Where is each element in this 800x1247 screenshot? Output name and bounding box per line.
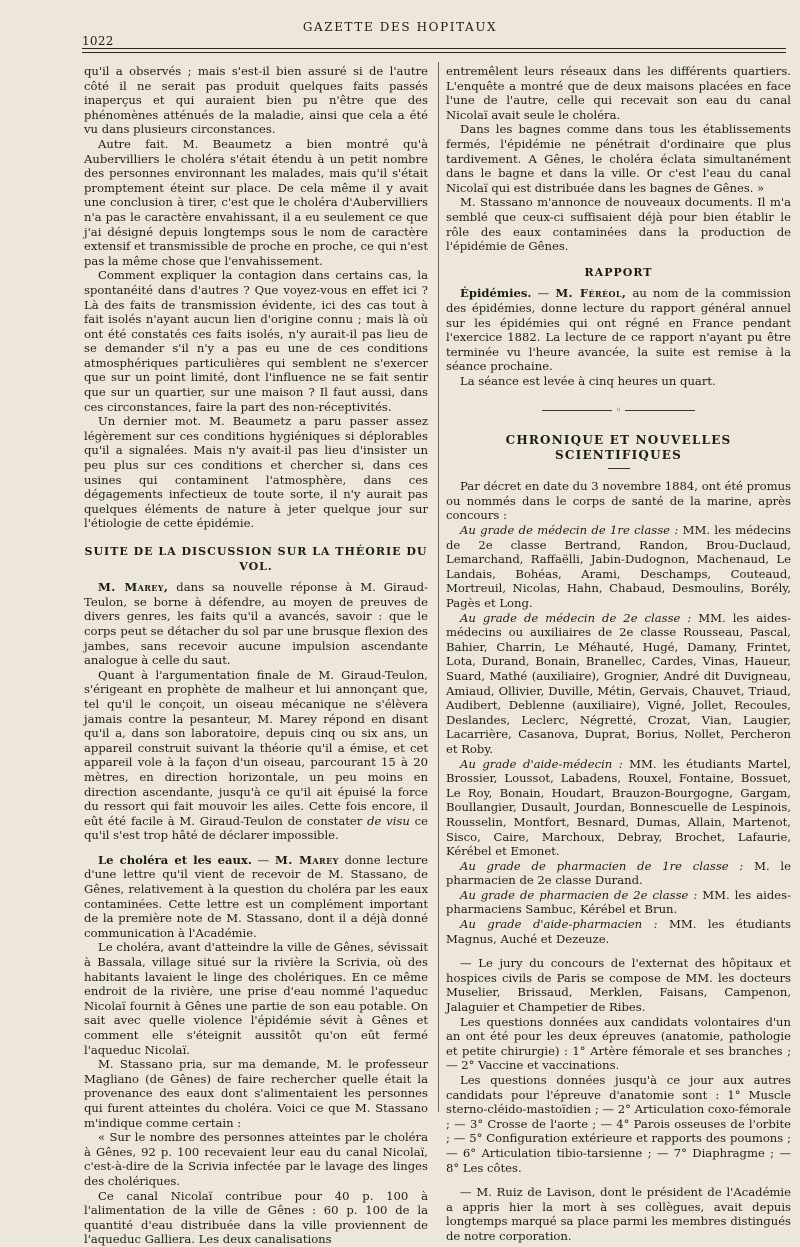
paragraph: Autre fait. M. Beaumetz a bien montré qu'à Aubervilliers le choléra s'était étendu à un petit nombre des personnes environnant les malades, mais qu'il s'était promptement éteint sur place. De cela même il y avait une conclusion à tirer, c'est que le choléra d'Aubervilliers n'a pas le caractère envahissant, il a eu seulement ce que j'ai désigné depuis longtemps sous le nom de caractère extensif et transmissible de proche en proche, ce qui n'est pas la même chose que l'envahissement. <box>84 136 428 268</box>
section-heading-vol: SUITE DE LA DISCUSSION SUR LA THÉORIE DU VOL. <box>84 545 428 573</box>
paragraph: Les questions données aux candidats volontaires d'un an ont été pour les deux épreuves (anatomie, pathologie et petite chirurgie) : 1° Artère fémorale et ses branches ; — 2° Vaccine et vaccinations. <box>446 1014 791 1073</box>
header-rule-thin <box>82 52 786 53</box>
paragraph: Par décret en date du 3 novembre 1884, ont été promus ou nommés dans le corps de santé de la marine, après concours : <box>446 479 791 523</box>
column-divider <box>438 62 439 1112</box>
short-rule <box>608 468 630 469</box>
paragraph: — M. Ruiz de Lavison, dont le président de l'Académie a appris hier la mort à ses collègues, avait depuis longtemps marqué sa place parmi les membres distingués de notre corporation. <box>446 1185 791 1243</box>
running-title: GAZETTE DES HOPITAUX <box>302 20 498 34</box>
paragraph: Les questions données jusqu'à ce jour aux autres candidats pour l'épreuve d'anatomie sont : 1° Muscle sterno-cléido-mastoïdien ; — 2° Articulation coxo-fémorale ; — 3° Crosse de l'aorte ; — 4° Parois osseuses de l'orbite ; — 5° Configuration extérieure et rapports des poumons ; — 6° Articulation tibio-tarsienne ; — 7° Diaphragme ; — 8° Les côtes. <box>446 1073 791 1175</box>
paragraph: « Sur le nombre des personnes atteintes par le choléra à Gênes, 92 p. 100 recevaient leur eau du canal Nicolaï, c'est-à-dire de la Scrivia infectée par le lavage des linges des cholériques. <box>84 1130 428 1188</box>
paragraph: Au grade d'aide-médecin : MM. les étudiants Martel, Brossier, Loussot, Labadens, Rouxel, Fontaine, Bossuet, Le Roy, Bonain, Houdart, Brauzon-Bourgogne, Gargam, Boullangier, Dusault, Jourdan, Bonnescuelle de Lespinois, Rousselin, Montfort, Besnard, Dumas, Allain, Martenot, Sisco, Caire, Marchoux, Debray, Brochet, Lafaurie, Kérébel et Emonet. <box>446 756 791 859</box>
paragraph: Ce canal Nicolaï contribue pour 40 p. 100 à l'alimentation de la ville de Gênes : 60 p. 100 de la quantité d'eau distribuée dans la ville proviennent de l'aqueduc Galliera. Les deux canalisations <box>84 1188 428 1247</box>
paragraph: Le choléra et les eaux. — M. Marey donne lecture d'une lettre qu'il vient de recevoir de M. Stassano, de Gênes, relativement à la question du choléra par les eaux contaminées. Cette lettre est un complément important de la première note de M. Stassano, dont il a déjà donné communication à l'Académie. <box>84 852 428 940</box>
page-number: 1022 <box>82 34 114 48</box>
paragraph: — Le jury du concours de l'externat des hôpitaux et hospices civils de Paris se compose de MM. les docteurs Muselier, Brissaud, Merklen, Faisans, Campenon, Jalaguier et Champetier de Ribes. <box>446 956 791 1015</box>
ornament-divider: ◦ <box>446 404 791 419</box>
paragraph: Au grade de médecin de 2e classe : MM. les aides-médecins ou auxiliaires de 2e classe Rousseau, Pascal, Bahier, Charrin, Le Méhauté, Hugé, Damany, Frintet, Lota, Durand, Bonain, Branellec, Cardes, Vinas, Haueur, Suard, Mathé (auxiliaire), Grognier, André dit Duvigneau, Amiaud, Ollivier, Duville, Métin, Gervais, Chauvet, Triaud, Audibert, Deblenne (auxiliaire), Vigné, Jollet, Recoules, Deslandes, Leclerc, Négretté, Crozat, Vian, Laugier, Lacarrière, Casanova, Duprat, Borius, Nollet, Percheron et Roby. <box>446 610 791 756</box>
paragraph: Au grade de médecin de 1re classe : MM. les médecins de 2e classe Bertrand, Randon, Brou-Duclaud, Lemarchand, Raffaëlli, Jabin-Dudognon, Machenaud, Le Landais, Bohéas, Arami, Deschamps, Couteaud, Mortreuil, Nicolas, Hahn, Chabaud, Desmoulins, Borély, Pagès et Long. <box>446 523 791 610</box>
speaker-name: M. Marey, <box>98 580 169 595</box>
paragraph: Au grade de pharmacien de 1re classe : M. le pharmacien de 2e classe Durand. <box>446 858 792 888</box>
paragraph: Au grade d'aide-pharmacien : MM. les étudiants Magnus, Auché et Dezeuze. <box>446 917 791 946</box>
paragraph: Le choléra, avant d'atteindre la ville de Gênes, sévissait à Bassala, village situé sur la rivière la Scrivia, où des habitants lavaient le linge des cholériques. En ce même endroit de la rivière, une prise d'eau nommé l'aqueduc Nicolaï fournit à Gênes une partie de son eau potable. On sait avec quelle violence l'épidémie sévit à Gênes et comment elle s'éteignit aussitôt qu'on eût fermé l'aqueduc Nicolaï. <box>84 940 428 1057</box>
paragraph: M. Stassano pria, sur ma demande, M. le professeur Magliano (de Gênes) de faire rechercher quelle était la provenance des eaux dont s'alimentaient les personnes qui furent atteintes du choléra. Voici ce que M. Stassano m'indique comme certain : <box>84 1057 428 1130</box>
paragraph: Quant à l'argumentation finale de M. Giraud-Teulon, s'érigeant en prophète de malheur et lui annonçant que, tel qu'il le conçoit, un oiseau mécanique ne s'élèvera jamais contre la pesanteur, M. Marey répond en disant qu'il a, dans son laboratoire, depuis cinq ou six ans, un appareil construit suivant la théorie qu'il a émise, et cet appareil vole à la façon d'un oiseau, parcourant 15 à 20 mètres, en direction horizontale, un peu moins en direction ascendante, jusqu'à ce qu'il ait épuisé la force du ressort qui fait mouvoir les ailes. Cette fois encore, il eût été facile à M. Giraud-Teulon de constater de visu ce qu'il s'est trop hâté de déclarer impossible. <box>84 667 428 843</box>
paragraph: Dans les bagnes comme dans tous les établissements fermés, l'épidémie ne pénétrait d'ordinaire que plus tardivement. A Gênes, le choléra éclata simultanément dans le bagne et dans la ville. Or c'est l'eau du canal Nicolaï qui est distribuée dans les bagnes de Gênes. » <box>446 122 791 195</box>
speaker-name: M. Marey <box>275 852 339 867</box>
paragraph: Un dernier mot. M. Beaumetz a paru passer assez légèrement sur ces conditions hygiéniques si déplorables qu'il a signalées. Mais n'y avait-il pas lieu d'insister un peu plus sur ces conditions et chercher si, dans ces usines qui contaminent l'atmosphère, dans ces dégagements infectieux de toute sorte, il n'y aurait pas quelques éléments de nature à jeter quelque jour sur l'étiologie de cette épidémie. <box>84 414 428 531</box>
paragraph: La séance est levée à cinq heures un quart. <box>460 373 716 388</box>
section-heading-rapport: RAPPORT <box>584 265 653 279</box>
italic-phrase: de visu <box>367 813 410 828</box>
paragraph: Au grade de pharmacien de 2e classe : MM. les aides-pharmaciens Sambuc, Kérébel et Brun. <box>446 887 792 917</box>
section-title-epidemies: Épidémies. <box>460 286 532 301</box>
header-rule-thick <box>82 48 786 49</box>
paragraph: qu'il a observés ; mais s'est-il bien assuré si de l'autre côté il ne serait pas produit quelques faits passés inaperçus et qui auraient bien pu n'être que des phénomènes atténués de la maladie, ainsi que cela a été vu dans plusieurs circonstances. <box>84 64 428 137</box>
section-title-cholera: Le choléra et les eaux. <box>98 852 252 867</box>
speaker-name: M. Féréol, <box>555 286 627 301</box>
paragraph: M. Marey, dans sa nouvelle réponse à M. Giraud-Teulon, se borne à défendre, au moyen de preuves de divers genres, les faits qu'il a avancés, savoir : que le corps peut se détacher du sol par une brusque flexion des jambes, sans recevoir aucune impulsion ascendante analogue à celle du saut. <box>84 580 428 668</box>
left-column <box>84 64 428 1247</box>
paragraph: M. Stassano m'annonce de nouveaux documents. Il m'a semblé que ceux-ci suffisaient déjà pour bien établir le rôle des eaux contaminées dans la production de l'épidémie de Gênes. <box>446 195 791 254</box>
right-column <box>446 64 791 1244</box>
paragraph: Épidémies. — M. Féréol, au nom de la commission des épidémies, donne lecture du rapport général annuel sur les épidémies qui ont régné en France pendant l'exercice 1882. La lecture de ce rapport n'ayant pu être terminée vu l'heure avancée, la suite est remise à la séance prochaine. <box>446 286 791 374</box>
section-heading-chronique: CHRONIQUE ET NOUVELLES SCIENTIFIQUES <box>505 433 732 462</box>
paragraph: entremêlent leurs réseaux dans les différents quartiers. L'enquête a montré que de deux maisons placées en face l'une de l'autre, celle qui recevait son eau du canal Nicolaï avait seule le choléra. <box>446 64 791 122</box>
paragraph: Comment expliquer la contagion dans certains cas, la spontanéité dans d'autres ? Que voyez-vous en effet ici ? Là des faits de transmission évidente, ici des cas tout à fait isolés n'ayant aucun lien d'origine connu ; mais là où ont été constatés ces faits isolés, n'y aurait-il pas lieu de se demander s'il n'y a pas eu une de ces conditions atmosphériques particulières qui semblent ne s'exercer que sur un point limité, dont l'influence ne se fait sentir que sur un quartier, sur une maison ? Il faut aussi, dans ces circonstances, faire la part des non-réceptivités. <box>84 268 428 414</box>
